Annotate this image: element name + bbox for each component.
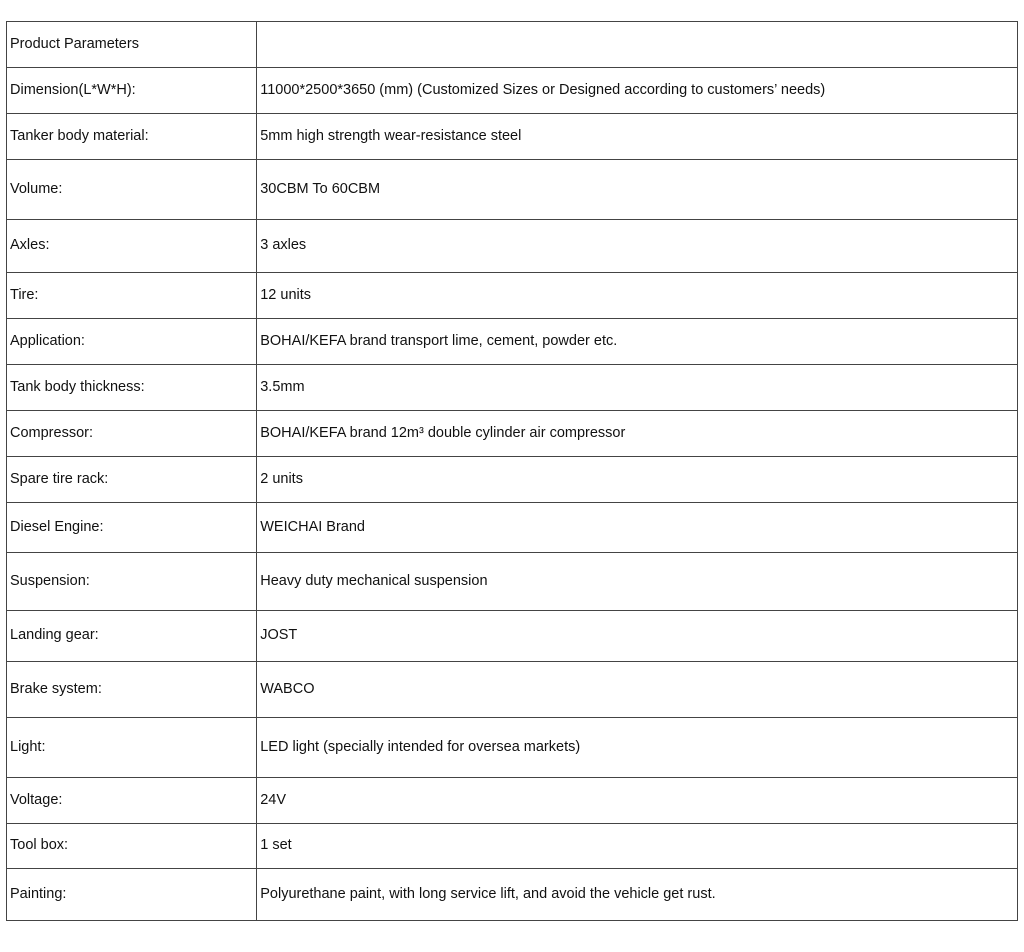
param-value: JOST: [257, 611, 1018, 662]
param-value: LED light (specially intended for oversea markets): [257, 718, 1018, 778]
param-label: Dimension(L*W*H):: [7, 68, 257, 114]
param-label: Tool box:: [7, 824, 257, 869]
param-label: Voltage:: [7, 778, 257, 824]
param-value: 2 units: [257, 457, 1018, 503]
table-row: [7, 503, 1018, 553]
param-label: Application:: [7, 319, 257, 365]
table-row: [7, 273, 1018, 319]
param-value: BOHAI/KEFA brand transport lime, cement, powder etc.: [257, 319, 1018, 365]
table-row: [7, 662, 1018, 718]
table-row: [7, 220, 1018, 273]
table-row: [7, 553, 1018, 611]
param-value: 24V: [257, 778, 1018, 824]
table-row: [7, 824, 1018, 869]
table-row: [7, 718, 1018, 778]
table-header-row: [7, 22, 1018, 68]
table-row: [7, 611, 1018, 662]
param-label: Tanker body material:: [7, 114, 257, 160]
param-label: Painting:: [7, 869, 257, 921]
table-row: [7, 160, 1018, 220]
param-value: 3.5mm: [257, 365, 1018, 411]
param-value: Polyurethane paint, with long service lift, and avoid the vehicle get rust.: [257, 869, 1018, 921]
param-label: Tire:: [7, 273, 257, 319]
param-label: Suspension:: [7, 553, 257, 611]
param-value: BOHAI/KEFA brand 12m³ double cylinder air compressor: [257, 411, 1018, 457]
param-label: Axles:: [7, 220, 257, 273]
param-label: Spare tire rack:: [7, 457, 257, 503]
param-value: 3 axles: [257, 220, 1018, 273]
table-header-value: [257, 22, 1018, 68]
param-value: 5mm high strength wear-resistance steel: [257, 114, 1018, 160]
param-value: 11000*2500*3650 (mm) (Customized Sizes or Designed according to customers’ needs): [257, 68, 1018, 114]
table-row: [7, 365, 1018, 411]
table-row: [7, 457, 1018, 503]
table-row: [7, 114, 1018, 160]
param-value: 12 units: [257, 273, 1018, 319]
param-label: Brake system:: [7, 662, 257, 718]
param-label: Diesel Engine:: [7, 503, 257, 553]
param-label: Volume:: [7, 160, 257, 220]
param-value: 1 set: [257, 824, 1018, 869]
table-row: [7, 411, 1018, 457]
param-value: Heavy duty mechanical suspension: [257, 553, 1018, 611]
param-value: WABCO: [257, 662, 1018, 718]
table-row: [7, 869, 1018, 921]
table-row: [7, 778, 1018, 824]
product-parameters-table: [6, 21, 1018, 921]
param-value: 30CBM To 60CBM: [257, 160, 1018, 220]
param-label: Compressor:: [7, 411, 257, 457]
table-row: [7, 319, 1018, 365]
param-label: Landing gear:: [7, 611, 257, 662]
param-label: Tank body thickness:: [7, 365, 257, 411]
table-row: [7, 68, 1018, 114]
param-value: WEICHAI Brand: [257, 503, 1018, 553]
table-header-label: Product Parameters: [7, 22, 257, 68]
param-label: Light:: [7, 718, 257, 778]
